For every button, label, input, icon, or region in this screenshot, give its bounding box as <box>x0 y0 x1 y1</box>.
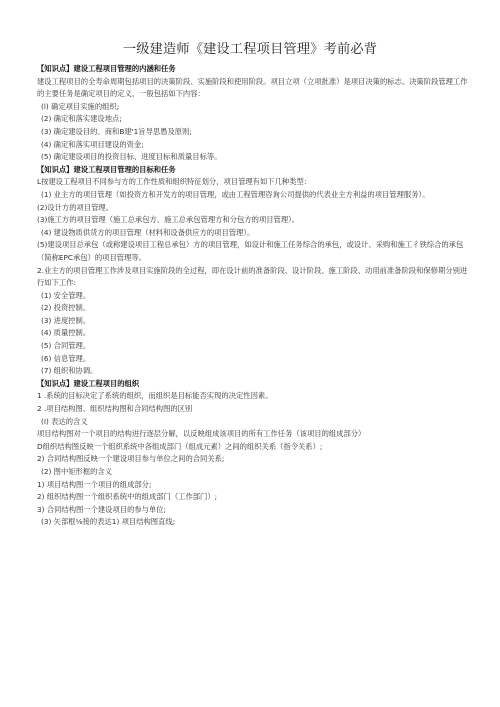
document-body <box>37 63 469 529</box>
paragraph: (5)建设项目总承包（或称建设项目工程总承包）方的项目管理，如设计和施工任务综合的承包，或设计、采购和施工彳铁综合的承包（简称EPC承包）的项目管理等。 <box>37 240 464 262</box>
paragraph: (2) 图中矩形框的含义 <box>41 467 113 476</box>
section-heading: 【知识点】建设工程项目管理的目标和任务 <box>37 164 176 174</box>
paragraph: 3) 合同结构图一个建设项目的参与单位; <box>37 504 167 514</box>
paragraph: 2 .项目结构图、组织结构图和合同结构图的区别 <box>37 404 193 414</box>
paragraph: 2.业主方的项目管理工作涉及项目实施阶段的全过程，即在设计前的准备阶段、设计阶段、施工阶段、动用前准备阶段和保修期分别进行如下工作: <box>37 265 468 288</box>
list-item: (3) 确定建设目的、商和B建'1旨导思愚及原则; <box>41 126 192 136</box>
page-title: 一级建造师《建设工程项目管理》考前必背 <box>122 42 378 57</box>
list-item: (7) 组织和协调。 <box>41 366 98 376</box>
list-item: (1) 安全管理。 <box>41 290 91 300</box>
list-item: (5) 合同管理。 <box>41 341 91 351</box>
paragraph: 1) 项目结构图一个项目的组成部分; <box>37 479 152 489</box>
paragraph: (I) 表达的含义 <box>41 416 88 426</box>
paragraph: (4) 建设物质供货方的项目管理（材料和设备供应方的项目管理）。 <box>41 227 255 237</box>
paragraph: D组织结构图反映一个组织系统中各组成部门（组成元素）之间的组织关系（指令关系）; <box>37 441 323 451</box>
paragraph: (3) 矢部框⅛接的表达1) 项目结构图直线; <box>41 517 176 527</box>
section-heading: 【知识点】建设工程项目管理的内涵和任务 <box>37 64 176 73</box>
list-item: (3) 进度控制。 <box>41 315 91 325</box>
paragraph: 2) 组织结构图一个组织系统中的组成部门（工作部门）; <box>37 492 218 502</box>
paragraph: (1) 业主方的项目管理（如投资方和开发方的项目管理，或由工程管理咨询公司提供的代表业主方利益的项目管理服务）。 <box>41 189 430 199</box>
paragraph: 建设工程项目的全寿命周期包括项目的决策阶段、实施阶段和使用阶段。项目立项（立项批准）是项目决策的标志。决策阶段管理工作的主要任务是确定项目的定义，一般包括如下内容： <box>37 76 468 99</box>
list-item: (l) 确定项目实施的组织; <box>41 101 120 111</box>
paragraph: 项目结构图对一个项目的结构进行逐层分解，以反映组成该项目的所有工作任务（该项目的组成部分） <box>37 429 366 439</box>
list-item: (4) 确定和落实项目建设的资金; <box>41 139 144 149</box>
paragraph: 2) 合同结构图反映一个建设项目参与单位之间的合同关系; <box>37 454 225 464</box>
list-item: (4) 质量控制。 <box>41 328 91 338</box>
paragraph: (3)施工方的项目管理（施工总承包方、施工总承包管理方和分包方的项目管理）。 <box>37 215 300 225</box>
list-item: (5) 确定建设项目的投资目标、进度目标和质量目标等。 <box>41 152 222 162</box>
list-item: (2) 投资控制。 <box>41 303 91 313</box>
section-heading: 【知识点】建设工程项目的组织 <box>37 378 140 388</box>
paragraph: L按建设工程项目不同参与方的工作性质和组织特征划分，项目管理有如下几种类型： <box>37 177 312 187</box>
paragraph: (2)设计方的项目管理。 <box>37 202 114 212</box>
paragraph: 1 .系统的目标决定了系统的组织，而组织是目标能否实现的决定性因素。 <box>37 391 273 401</box>
list-item: (6) 信息管理。 <box>41 353 91 363</box>
list-item: (2) 确定和落实建设地点; <box>41 114 122 124</box>
